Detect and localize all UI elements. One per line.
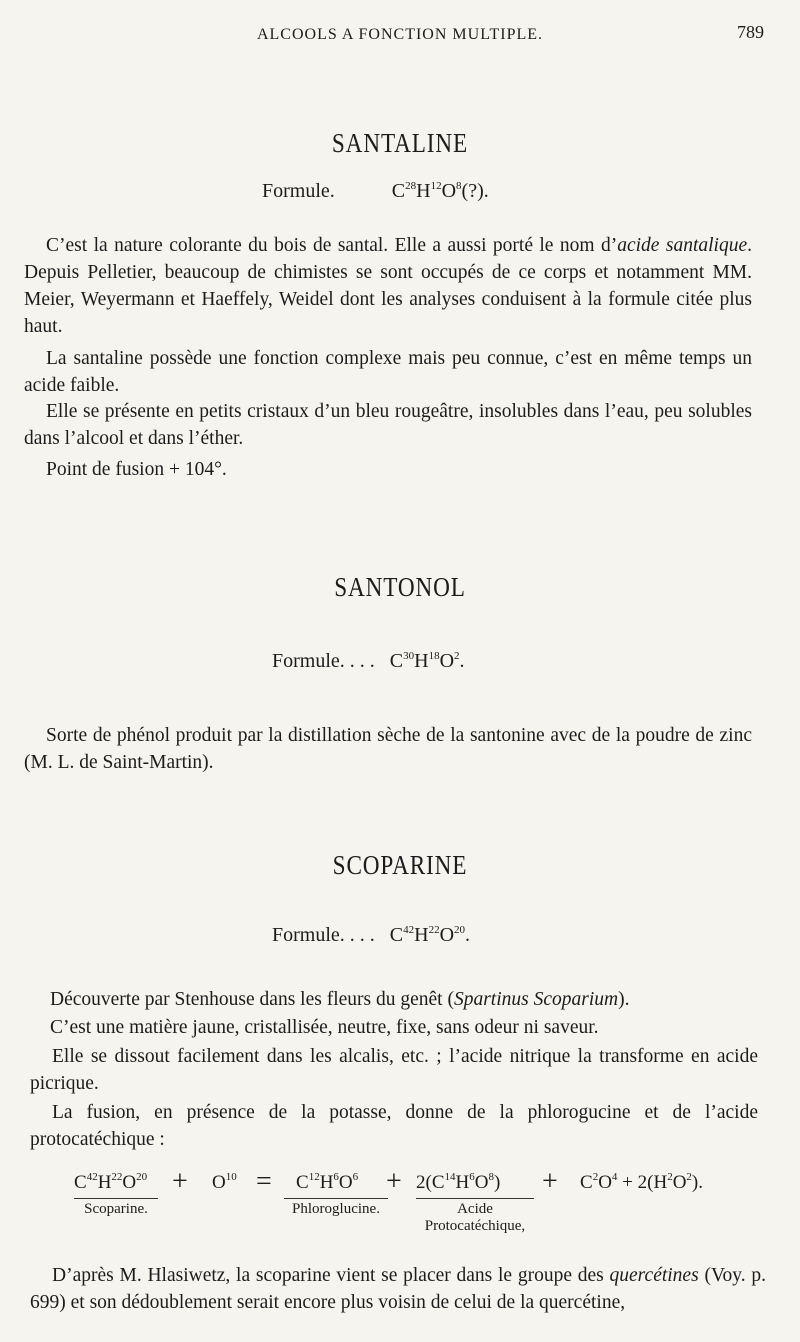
formula-santaline — [262, 180, 489, 203]
scoparine-paragraph-3: Elle se dissout facilement dans les alcalis, etc. ; l’acide nitrique la transforme en acide picrique. — [30, 1046, 758, 1094]
scoparine-paragraph-1: Découverte par Stenhouse dans les fleurs du genêt (Spartinus Scoparium). — [50, 989, 630, 1010]
scoparine-paragraph-2: C’est une matière jaune, cristallisée, neutre, fixe, sans odeur ni saveur. — [50, 1017, 599, 1038]
santaline-paragraph-1: C’est la nature colorante du bois de santal. Elle a aussi porté le nom d’acide santalique. Depuis Pelletier, beaucoup de chimistes se sont occupés de ce corps et notamment MM. Meier, Weyermann et Haeffely, Weidel dont les analyses conduisent à la formule citée plus haut. — [24, 235, 752, 337]
label-acide: Acide — [416, 1198, 534, 1218]
formula-scoparine — [272, 924, 470, 947]
equals-sign: = — [256, 1166, 272, 1197]
plus-sign: + — [542, 1166, 558, 1197]
plus-sign: + — [172, 1166, 188, 1197]
plus-sign: + — [386, 1166, 402, 1197]
formula-value: $C^{42}H^{22}O^{20}$. — [389, 924, 471, 946]
equation-term-protocatechique: $2(C^{14}H^6O^8)$ Acide Protocatéchique, — [416, 1172, 534, 1235]
santaline-melting-point: Point de fusion + 104°. — [46, 459, 227, 480]
label-protocatechique: Protocatéchique, — [424, 1218, 526, 1234]
formula-label: Formule. — [262, 180, 335, 202]
label-scoparine: Scoparine. — [74, 1198, 158, 1218]
equation-term-phloroglucine: $C^{12}H^6O^6$ Phloroglucine. — [296, 1172, 376, 1218]
formula-value: $C^{30}H^{18}O^2$. — [389, 650, 465, 672]
equation-term-products: $C^2O^4 + 2(H^2O^2)$. — [580, 1171, 703, 1193]
page-number: 789 — [737, 22, 764, 42]
equation-term-scoparine: $C^{42}H^{22}O^{20}$ Scoparine. — [74, 1172, 158, 1218]
formula-label: Formule. . . . — [272, 924, 375, 946]
label-phloroglucine: Phloroglucine. — [284, 1198, 388, 1218]
santaline-paragraph-3: Elle se présente en petits cristaux d’un bleu rougeâtre, insolubles dans l’eau, peu solubles dans l’alcool et dans l’éther. — [24, 401, 752, 449]
formula-label: Formule. . . . — [272, 650, 375, 672]
running-title: ALCOOLS A FONCTION MULTIPLE. — [256, 26, 544, 43]
decomposition-equation — [0, 1166, 800, 1242]
section-title-santonol: SANTONOL — [334, 572, 466, 602]
santonol-paragraph-1: Sorte de phénol produit par la distillation sèche de la santonine avec de la poudre de zinc (M. L. de Saint-Martin). — [24, 725, 752, 773]
formula-santonol — [272, 650, 465, 673]
santaline-paragraph-2: La santaline possède une fonction complexe mais peu connue, c’est en même temps un acide faible. — [24, 348, 752, 396]
equation-term-oxygen: $O^{10}$ — [212, 1171, 237, 1193]
scoparine-paragraph-5: D’après M. Hlasiwetz, la scoparine vient se placer dans le groupe des quercétines (Voy. p. 699) et son dédoublement serait encore plus voisin de celui de la quercétine, — [30, 1265, 767, 1313]
scoparine-paragraph-4: La fusion, en présence de la potasse, donne de la phlorogucine et de l’acide protocatéchique : — [30, 1102, 758, 1150]
formula-value: $C^{28}H^{12}O^8(?)$. — [391, 180, 489, 202]
section-title-santaline: SANTALINE — [331, 128, 469, 158]
section-title-scoparine: SCOPARINE — [332, 850, 468, 880]
